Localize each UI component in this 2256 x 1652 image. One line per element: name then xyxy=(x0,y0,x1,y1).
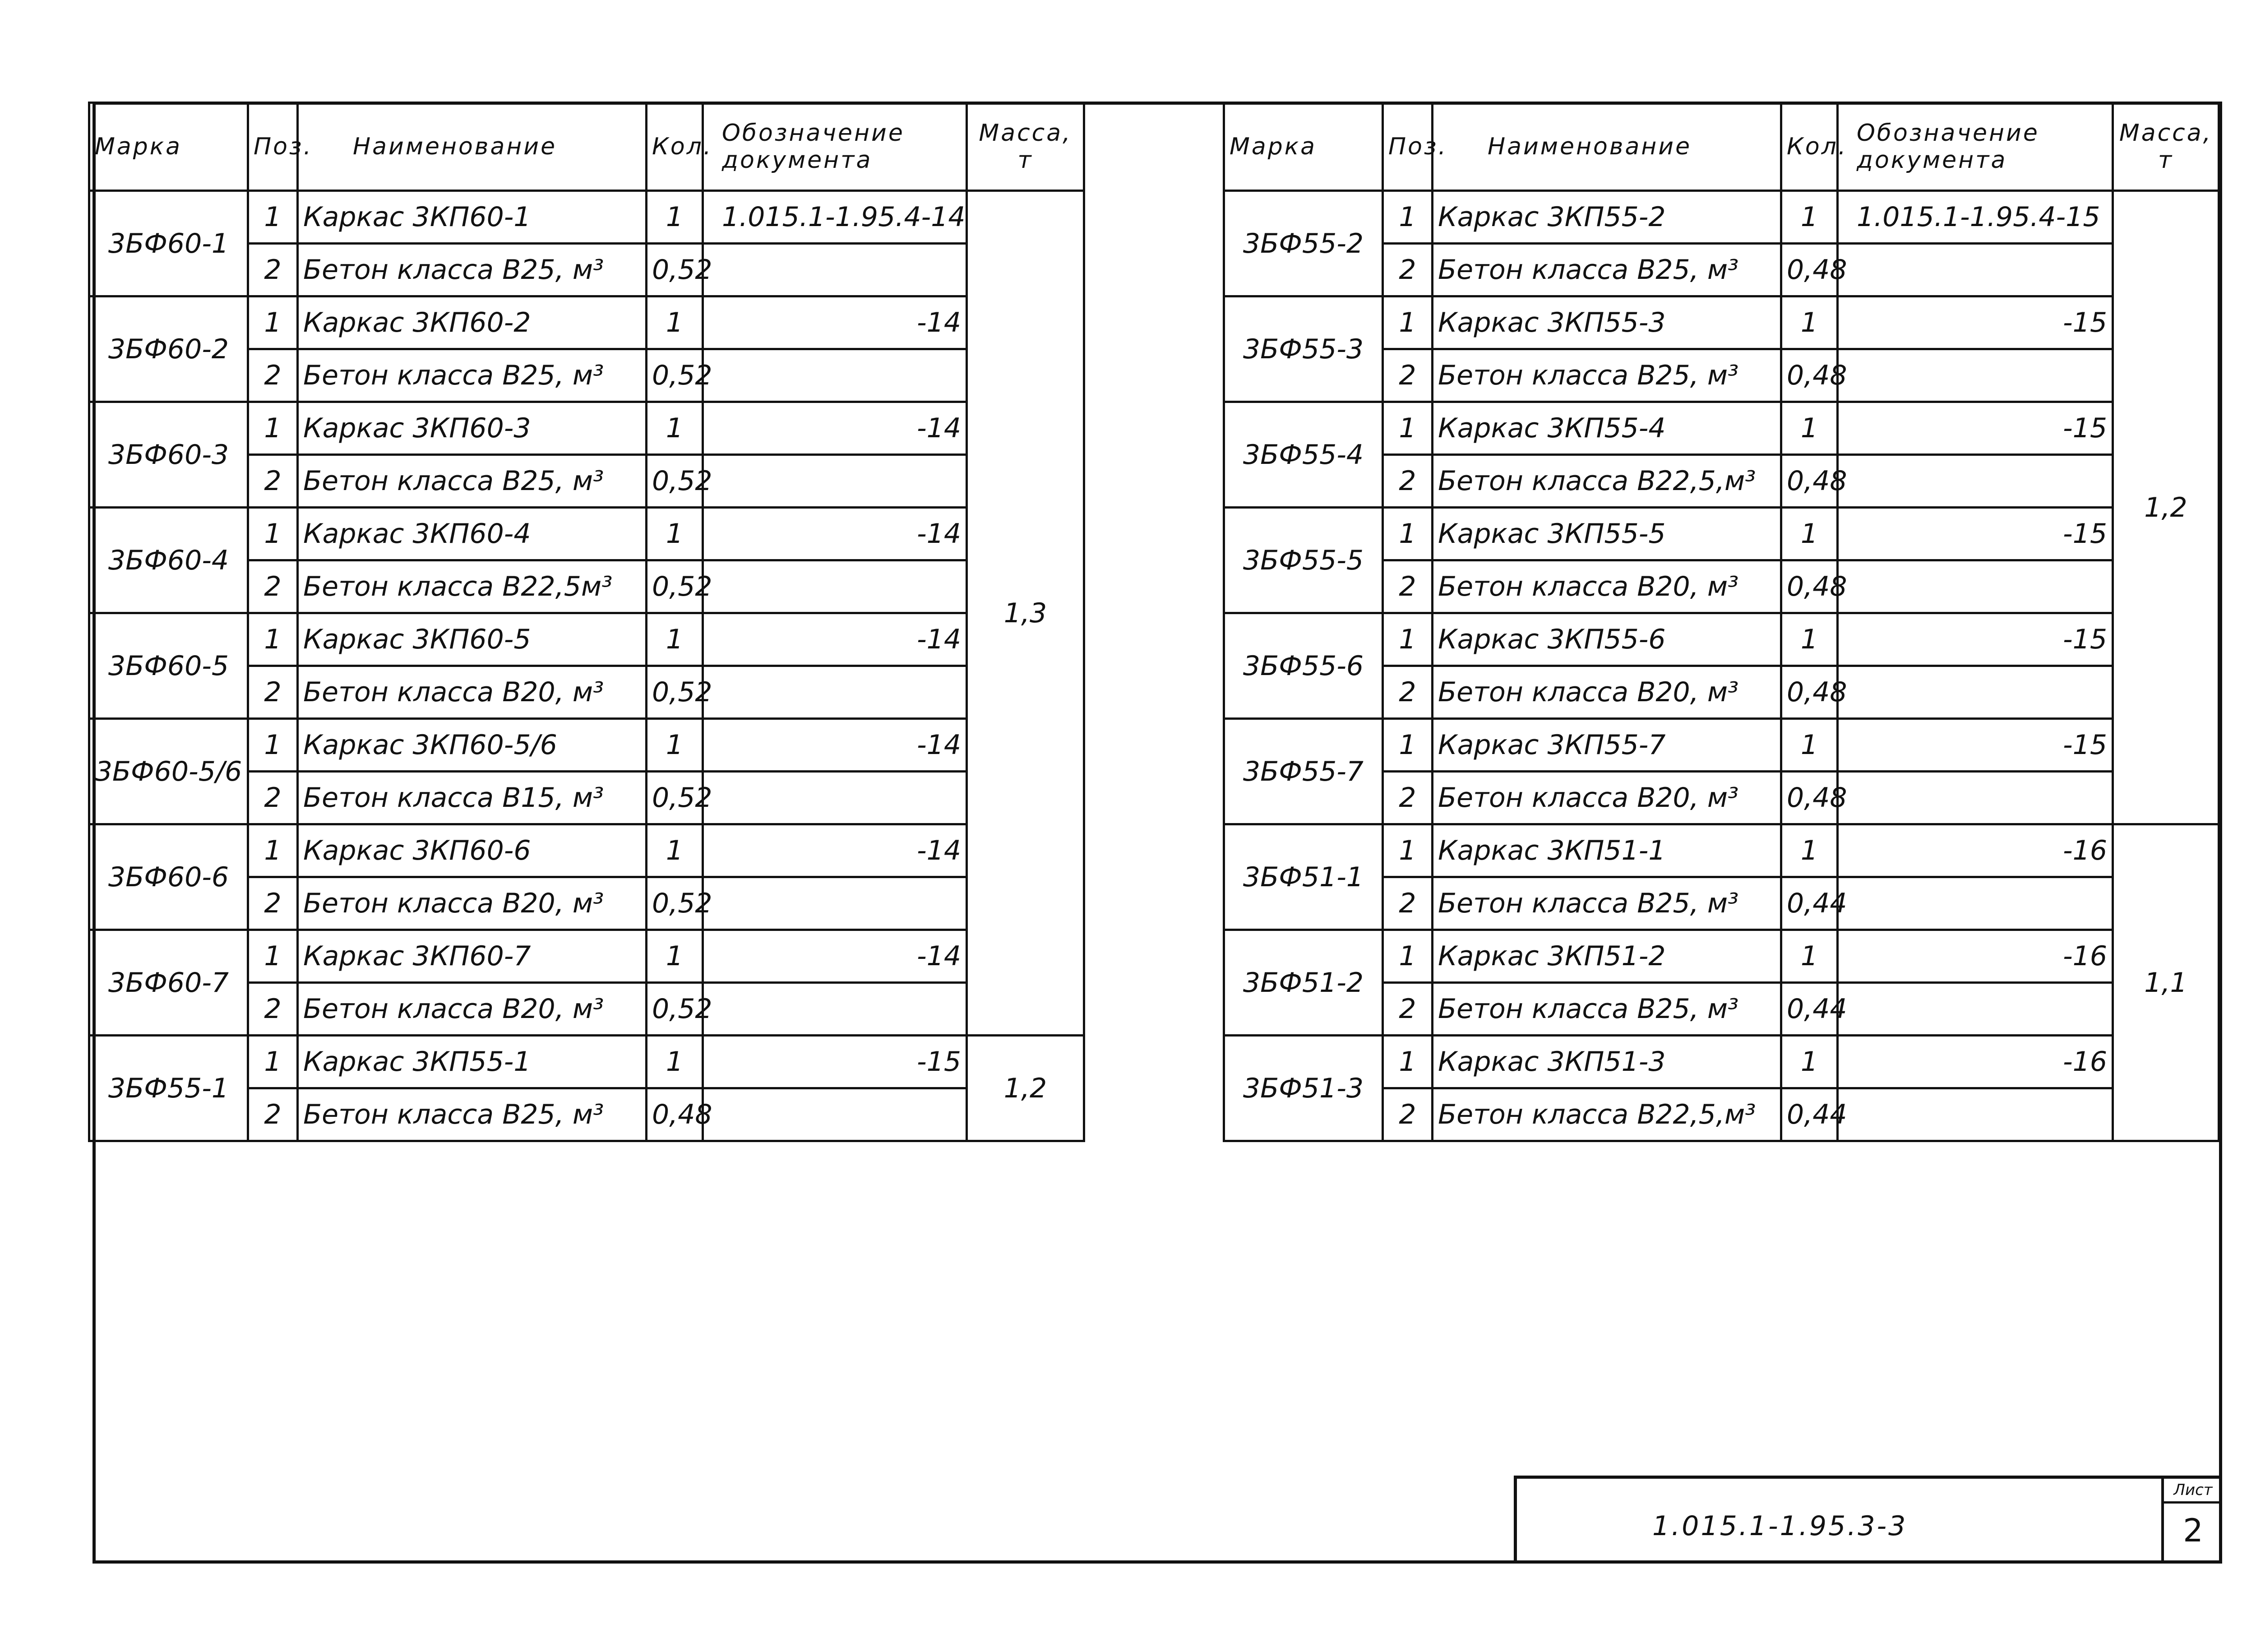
quantity-cell: 1 xyxy=(1781,508,1838,560)
table-row xyxy=(1224,613,2219,666)
table-row xyxy=(1224,719,2219,772)
name-cell: Каркас 3КП51-3 xyxy=(1433,1036,1781,1088)
document-cell: -16 xyxy=(1838,1036,2113,1088)
table-row xyxy=(89,296,1084,349)
mark-cell: 3БФ55-4 xyxy=(1224,402,1383,508)
mark-cell: 3БФ60-6 xyxy=(89,824,248,930)
name-cell: Бетон класса В20, м³ xyxy=(298,666,647,719)
header-row xyxy=(89,103,1084,191)
position-cell: 1 xyxy=(248,824,298,877)
table-row xyxy=(1224,824,2219,877)
quantity-cell: 1 xyxy=(647,719,703,772)
document-cell xyxy=(1838,983,2113,1036)
quantity-cell: 0,52 xyxy=(647,244,703,296)
mark-cell: 3БФ60-2 xyxy=(89,296,248,402)
position-cell: 1 xyxy=(1383,824,1433,877)
mark-cell: 3БФ60-5/6 xyxy=(89,719,248,824)
document-cell xyxy=(703,1088,967,1141)
name-cell: Бетон класса В22,5,м³ xyxy=(1433,1088,1781,1141)
name-cell: Каркас 3КП55-1 xyxy=(298,1036,647,1088)
mark-cell: 3БФ60-1 xyxy=(89,191,248,296)
position-cell: 2 xyxy=(248,772,298,824)
position-cell: 1 xyxy=(248,930,298,983)
position-cell: 1 xyxy=(1383,402,1433,455)
quantity-cell: 1 xyxy=(1781,1036,1838,1088)
mark-cell: 3БФ55-6 xyxy=(1224,613,1383,719)
name-cell: Бетон класса В25, м³ xyxy=(1433,349,1781,402)
table-row xyxy=(1224,191,2219,244)
mass-cell: 1,2 xyxy=(2113,191,2219,824)
position-cell: 2 xyxy=(1383,666,1433,719)
quantity-cell: 0,48 xyxy=(1781,244,1838,296)
quantity-cell: 0,52 xyxy=(647,349,703,402)
position-cell: 2 xyxy=(248,244,298,296)
mark-cell: 3БФ55-3 xyxy=(1224,296,1383,402)
name-cell: Бетон класса В20, м³ xyxy=(1433,666,1781,719)
name-cell: Каркас 3КП51-2 xyxy=(1433,930,1781,983)
document-cell xyxy=(703,666,967,719)
header-mark: Марка xyxy=(1224,103,1383,191)
quantity-cell: 0,52 xyxy=(647,772,703,824)
position-cell: 1 xyxy=(1383,613,1433,666)
name-cell: Каркас 3КП51-1 xyxy=(1433,824,1781,877)
position-cell: 1 xyxy=(248,508,298,560)
quantity-cell: 1 xyxy=(647,191,703,244)
quantity-cell: 0,48 xyxy=(1781,666,1838,719)
name-cell: Каркас 3КП60-1 xyxy=(298,191,647,244)
document-cell xyxy=(703,455,967,508)
name-cell: Каркас 3КП55-6 xyxy=(1433,613,1781,666)
document-cell xyxy=(1838,560,2113,613)
position-cell: 1 xyxy=(1383,508,1433,560)
table-row xyxy=(1224,402,2219,455)
document-cell: -14 xyxy=(703,824,967,877)
quantity-cell: 1 xyxy=(1781,930,1838,983)
quantity-cell: 0,48 xyxy=(1781,772,1838,824)
quantity-cell: 1 xyxy=(1781,296,1838,349)
quantity-cell: 1 xyxy=(647,824,703,877)
document-cell: -14 xyxy=(703,930,967,983)
position-cell: 2 xyxy=(1383,1088,1433,1141)
table-row xyxy=(89,402,1084,455)
quantity-cell: 0,52 xyxy=(647,983,703,1036)
position-cell: 1 xyxy=(248,613,298,666)
header-qty: Кол. xyxy=(647,103,703,191)
specification-table-left xyxy=(88,102,1085,1142)
sheet-number: 2 xyxy=(2183,1512,2203,1549)
name-cell: Каркас 3КП55-7 xyxy=(1433,719,1781,772)
quantity-cell: 1 xyxy=(647,508,703,560)
name-cell: Бетон класса В15, м³ xyxy=(298,772,647,824)
document-cell xyxy=(1838,1088,2113,1141)
name-cell: Каркас 3КП55-4 xyxy=(1433,402,1781,455)
document-cell xyxy=(703,772,967,824)
quantity-cell: 0,48 xyxy=(1781,560,1838,613)
header-row xyxy=(1224,103,2219,191)
quantity-cell: 0,48 xyxy=(1781,349,1838,402)
quantity-cell: 1 xyxy=(1781,191,1838,244)
mark-cell: 3БФ60-5 xyxy=(89,613,248,719)
table-row xyxy=(1224,1036,2219,1088)
position-cell: 2 xyxy=(1383,772,1433,824)
position-cell: 1 xyxy=(248,402,298,455)
mark-cell: 3БФ51-2 xyxy=(1224,930,1383,1036)
position-cell: 2 xyxy=(248,666,298,719)
header-name: Наименование xyxy=(298,103,647,191)
position-cell: 2 xyxy=(248,877,298,930)
document-cell xyxy=(703,983,967,1036)
name-cell: Каркас 3КП60-3 xyxy=(298,402,647,455)
document-cell: -15 xyxy=(1838,508,2113,560)
header-name: Наименование xyxy=(1433,103,1781,191)
document-cell: -14 xyxy=(703,613,967,666)
quantity-cell: 1 xyxy=(647,613,703,666)
table-row xyxy=(89,930,1084,983)
position-cell: 2 xyxy=(1383,244,1433,296)
document-cell: -15 xyxy=(1838,719,2113,772)
quantity-cell: 0,48 xyxy=(647,1088,703,1141)
name-cell: Бетон класса В25, м³ xyxy=(298,1088,647,1141)
name-cell: Каркас 3КП55-5 xyxy=(1433,508,1781,560)
document-cell: -14 xyxy=(703,402,967,455)
name-cell: Бетон класса В25, м³ xyxy=(298,455,647,508)
header-mass: Масса, т xyxy=(967,103,1084,191)
header-doc: Обозначение документа xyxy=(1838,103,2113,191)
mass-cell: 1,2 xyxy=(967,1036,1084,1141)
sheet-box xyxy=(2161,1479,2222,1564)
mass-cell: 1,1 xyxy=(2113,824,2219,1141)
document-cell: -15 xyxy=(1838,402,2113,455)
document-cell: 1.015.1-1.95.4-14 xyxy=(703,191,967,244)
name-cell: Каркас 3КП60-2 xyxy=(298,296,647,349)
document-cell xyxy=(1838,455,2113,508)
position-cell: 2 xyxy=(1383,983,1433,1036)
mark-cell: 3БФ60-7 xyxy=(89,930,248,1036)
quantity-cell: 0,44 xyxy=(1781,877,1838,930)
name-cell: Бетон класса В20, м³ xyxy=(1433,560,1781,613)
document-cell xyxy=(1838,666,2113,719)
name-cell: Бетон класса В20, м³ xyxy=(298,877,647,930)
mark-cell: 3БФ55-5 xyxy=(1224,508,1383,613)
name-cell: Бетон класса В25, м³ xyxy=(1433,244,1781,296)
position-cell: 1 xyxy=(1383,1036,1433,1088)
document-cell xyxy=(703,349,967,402)
table-row xyxy=(89,824,1084,877)
quantity-cell: 0,52 xyxy=(647,560,703,613)
quantity-cell: 0,44 xyxy=(1781,983,1838,1036)
mark-cell: 3БФ51-1 xyxy=(1224,824,1383,930)
quantity-cell: 0,44 xyxy=(1781,1088,1838,1141)
mark-cell: 3БФ55-1 xyxy=(89,1036,248,1141)
document-cell xyxy=(703,560,967,613)
table-row xyxy=(89,191,1084,244)
table-row xyxy=(89,508,1084,560)
quantity-cell: 1 xyxy=(647,1036,703,1088)
name-cell: Бетон класса В25, м³ xyxy=(298,349,647,402)
table-row xyxy=(1224,930,2219,983)
position-cell: 1 xyxy=(1383,930,1433,983)
document-cell: -15 xyxy=(1838,613,2113,666)
quantity-cell: 0,48 xyxy=(1781,455,1838,508)
document-code: 1.015.1-1.95.3-3 xyxy=(1652,1510,1908,1542)
document-cell xyxy=(703,244,967,296)
position-cell: 1 xyxy=(1383,296,1433,349)
name-cell: Каркас 3КП60-7 xyxy=(298,930,647,983)
document-cell: -16 xyxy=(1838,930,2113,983)
title-block xyxy=(1514,1476,2222,1564)
name-cell: Каркас 3КП60-6 xyxy=(298,824,647,877)
document-cell: -14 xyxy=(703,296,967,349)
position-cell: 2 xyxy=(1383,877,1433,930)
document-cell xyxy=(1838,772,2113,824)
name-cell: Каркас 3КП60-5 xyxy=(298,613,647,666)
position-cell: 2 xyxy=(248,983,298,1036)
position-cell: 1 xyxy=(248,1036,298,1088)
position-cell: 2 xyxy=(1383,455,1433,508)
mark-cell: 3БФ55-7 xyxy=(1224,719,1383,824)
table-row xyxy=(89,613,1084,666)
specification-table-right xyxy=(1223,102,2220,1142)
quantity-cell: 1 xyxy=(1781,719,1838,772)
table-row xyxy=(1224,296,2219,349)
table-row xyxy=(89,719,1084,772)
header-pos: Поз. xyxy=(248,103,298,191)
document-cell xyxy=(1838,877,2113,930)
header-qty: Кол. xyxy=(1781,103,1838,191)
sheet-label: Лист xyxy=(2164,1479,2222,1504)
document-cell: -15 xyxy=(1838,296,2113,349)
name-cell: Каркас 3КП55-2 xyxy=(1433,191,1781,244)
quantity-cell: 1 xyxy=(1781,824,1838,877)
position-cell: 2 xyxy=(248,455,298,508)
header-mass: Масса, т xyxy=(2113,103,2219,191)
document-cell xyxy=(1838,349,2113,402)
name-cell: Бетон класса В25, м³ xyxy=(1433,983,1781,1036)
document-cell xyxy=(703,877,967,930)
mark-cell: 3БФ60-4 xyxy=(89,508,248,613)
position-cell: 1 xyxy=(248,191,298,244)
quantity-cell: 1 xyxy=(647,296,703,349)
quantity-cell: 1 xyxy=(647,930,703,983)
header-doc: Обозначение документа xyxy=(703,103,967,191)
position-cell: 1 xyxy=(248,719,298,772)
name-cell: Бетон класса В25, м³ xyxy=(298,244,647,296)
table-row xyxy=(1224,508,2219,560)
quantity-cell: 1 xyxy=(1781,613,1838,666)
name-cell: Каркас 3КП60-4 xyxy=(298,508,647,560)
position-cell: 2 xyxy=(1383,560,1433,613)
document-cell: -14 xyxy=(703,719,967,772)
name-cell: Бетон класса В25, м³ xyxy=(1433,877,1781,930)
name-cell: Бетон класса В22,5м³ xyxy=(298,560,647,613)
mark-cell: 3БФ51-3 xyxy=(1224,1036,1383,1141)
position-cell: 1 xyxy=(248,296,298,349)
name-cell: Бетон класса В20, м³ xyxy=(1433,772,1781,824)
header-pos: Поз. xyxy=(1383,103,1433,191)
document-cell: -14 xyxy=(703,508,967,560)
name-cell: Каркас 3КП55-3 xyxy=(1433,296,1781,349)
header-mark: Марка xyxy=(89,103,248,191)
document-cell xyxy=(1838,244,2113,296)
position-cell: 2 xyxy=(248,1088,298,1141)
position-cell: 1 xyxy=(1383,191,1433,244)
name-cell: Каркас 3КП60-5/6 xyxy=(298,719,647,772)
document-cell: -15 xyxy=(703,1036,967,1088)
quantity-cell: 0,52 xyxy=(647,455,703,508)
position-cell: 2 xyxy=(248,349,298,402)
position-cell: 2 xyxy=(1383,349,1433,402)
name-cell: Бетон класса В22,5,м³ xyxy=(1433,455,1781,508)
table-row xyxy=(89,1036,1084,1088)
mark-cell: 3БФ55-2 xyxy=(1224,191,1383,296)
quantity-cell: 1 xyxy=(647,402,703,455)
quantity-cell: 0,52 xyxy=(647,877,703,930)
quantity-cell: 0,52 xyxy=(647,666,703,719)
position-cell: 2 xyxy=(248,560,298,613)
mark-cell: 3БФ60-3 xyxy=(89,402,248,508)
name-cell: Бетон класса В20, м³ xyxy=(298,983,647,1036)
quantity-cell: 1 xyxy=(1781,402,1838,455)
document-cell: -16 xyxy=(1838,824,2113,877)
mass-cell: 1,3 xyxy=(967,191,1084,1036)
position-cell: 1 xyxy=(1383,719,1433,772)
document-cell: 1.015.1-1.95.4-15 xyxy=(1838,191,2113,244)
